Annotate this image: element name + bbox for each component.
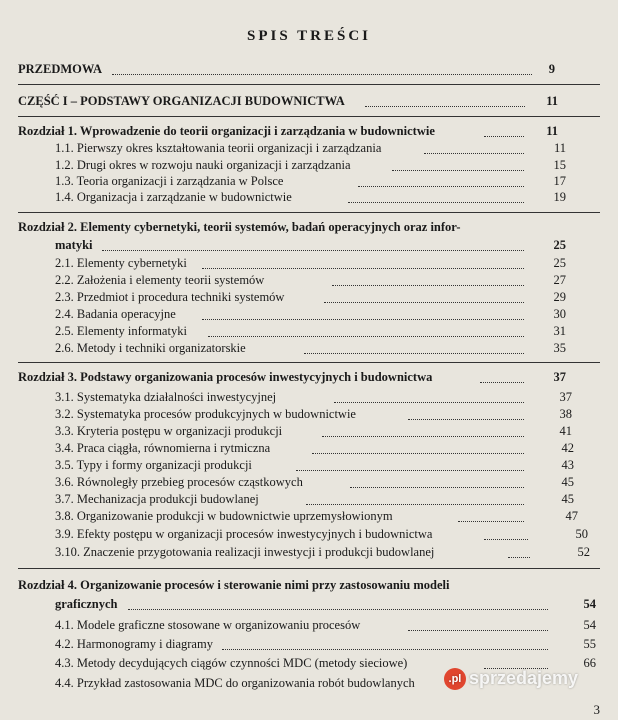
entry-label: 3.2. Systematyka procesów produkcyjnych w budownictwie	[55, 407, 356, 421]
entry-label: 3.5. Typy i formy organizacji produkcji	[55, 458, 252, 472]
dot-leader	[508, 555, 530, 558]
entry-label: 3.7. Mechanizacja produkcji budowlanej	[55, 492, 259, 506]
divider	[18, 84, 600, 85]
entry-page: 66	[583, 656, 596, 670]
entry-page: 11	[546, 124, 558, 138]
entry-label: matyki	[55, 238, 93, 252]
dot-leader	[365, 104, 525, 107]
entry-page: 42	[561, 441, 574, 455]
entry-label: 2.5. Elementy informatyki	[55, 324, 187, 338]
entry-label: 2.4. Badania operacyjne	[55, 307, 176, 321]
entry-label: 3.1. Systematyka działalności inwestycyjnej	[55, 390, 277, 404]
entry-page: 15	[553, 158, 566, 172]
entry-page: 38	[559, 407, 572, 421]
entry-label: 1.1. Pierwszy okres kształtowania teorii organizacji i zarządzania	[55, 141, 382, 155]
entry-label: Rozdział 3. Podstawy organizowania procesów inwestycyjnych i budownictwa	[18, 370, 433, 384]
entry-page: 29	[553, 290, 566, 304]
dot-leader	[348, 200, 524, 203]
entry-page: 52	[577, 545, 590, 559]
watermark-logo	[444, 668, 578, 690]
dot-leader	[202, 266, 524, 269]
dot-leader	[392, 168, 524, 171]
dot-leader	[112, 72, 532, 75]
dot-leader	[312, 451, 524, 454]
dot-leader	[208, 334, 524, 337]
entry-page: 25	[553, 256, 566, 270]
dot-leader	[322, 434, 524, 437]
entry-label: 4.4. Przykład zastosowania MDC do organizowania robót budowlanych	[55, 676, 415, 690]
entry-label: 1.4. Organizacja i zarządzanie w budownictwie	[55, 190, 292, 204]
entry-label: 2.2. Założenia i elementy teorii systemów	[55, 273, 265, 287]
entry-label: 2.6. Metody i techniki organizatorskie	[55, 341, 246, 355]
entry-label: 3.9. Efekty postępu w organizacji procesów inwestycyjnych i budownictwa	[55, 527, 433, 541]
entry-page: 41	[559, 424, 572, 438]
entry-page: 45	[561, 475, 574, 489]
entry-label: 3.6. Równoległy przebieg procesów cząstkowych	[55, 475, 303, 489]
entry-page: 11	[546, 94, 558, 108]
dot-leader	[480, 380, 524, 383]
entry-label: 1.2. Drugi okres w rozwoju nauki organizacji i zarządzania	[55, 158, 351, 172]
watermark-dot-icon: .pl	[444, 668, 466, 690]
entry-label: Rozdział 1. Wprowadzenie do teorii organizacji i zarządzania w budownictwie	[18, 124, 435, 138]
entry-label: 2.1. Elementy cybernetyki	[55, 256, 187, 270]
entry-label: 2.3. Przedmiot i procedura techniki systemów	[55, 290, 285, 304]
entry-page: 25	[553, 238, 566, 252]
page-number: 3	[593, 702, 600, 717]
entry-label: Rozdział 4. Organizowanie procesów i sterowanie nimi przy zastosowaniu modeli	[18, 578, 450, 592]
dot-leader	[332, 283, 524, 286]
dot-leader	[350, 485, 524, 488]
dot-leader	[334, 400, 524, 403]
entry-label: 3.3. Kryteria postępu w organizacji produkcji	[55, 424, 283, 438]
divider	[18, 212, 600, 213]
entry-page: 47	[565, 509, 578, 523]
divider	[18, 116, 600, 117]
entry-label: graficznych	[55, 597, 118, 611]
dot-leader	[484, 537, 528, 540]
entry-page: 31	[553, 324, 566, 338]
entry-page: 37	[559, 390, 572, 404]
entry-label: 4.2. Harmonogramy i diagramy	[55, 637, 213, 651]
dot-leader	[202, 317, 524, 320]
entry-label: 3.8. Organizowanie produkcji w budownictwie uprzemysłowionym	[55, 509, 393, 523]
watermark-text: sprzedajemy	[468, 668, 578, 688]
divider	[18, 568, 600, 569]
entry-page: 54	[583, 597, 596, 611]
dot-leader	[222, 647, 548, 650]
dot-leader	[102, 248, 524, 251]
entry-page: 11	[553, 141, 566, 155]
entry-label: 4.1. Modele graficzne stosowane w organizowaniu procesów	[55, 618, 361, 632]
entry-label: PRZEDMOWA	[18, 62, 103, 76]
entry-label: CZĘŚĆ I – PODSTAWY ORGANIZACJI BUDOWNICTWA	[18, 94, 345, 108]
entry-page: 9	[548, 62, 555, 76]
entry-label: 4.3. Metody decydujących ciągów czynności MDC (metody sieciowe)	[55, 656, 408, 670]
entry-page: 43	[561, 458, 574, 472]
entry-page: 55	[583, 637, 596, 651]
dot-leader	[408, 628, 548, 631]
dot-leader	[458, 519, 524, 522]
divider	[18, 362, 600, 363]
entry-label: 3.10. Znaczenie przygotowania realizacji inwestycji i produkcji budowlanej	[55, 545, 435, 559]
toc-title: SPIS TREŚCI	[246, 28, 372, 44]
entry-page: 19	[553, 190, 566, 204]
dot-leader	[408, 417, 524, 420]
entry-page: 30	[553, 307, 566, 321]
entry-page: 35	[553, 341, 566, 355]
dot-leader	[304, 351, 524, 354]
entry-page: 37	[553, 370, 566, 384]
dot-leader	[424, 151, 524, 154]
dot-leader	[324, 300, 524, 303]
dot-leader	[296, 468, 524, 471]
entry-page: 54	[583, 618, 596, 632]
entry-label: 3.4. Praca ciągła, równomierna i rytmiczna	[55, 441, 271, 455]
entry-page: 50	[575, 527, 588, 541]
entry-page: 45	[561, 492, 574, 506]
entry-label: Rozdział 2. Elementy cybernetyki, teorii systemów, badań operacyjnych oraz infor-	[18, 220, 461, 234]
dot-leader	[128, 607, 548, 610]
entry-label: 1.3. Teoria organizacji i zarządzania w Polsce	[55, 174, 284, 188]
entry-page: 17	[553, 174, 566, 188]
dot-leader	[358, 184, 524, 187]
dot-leader	[306, 502, 524, 505]
entry-page: 27	[553, 273, 566, 287]
